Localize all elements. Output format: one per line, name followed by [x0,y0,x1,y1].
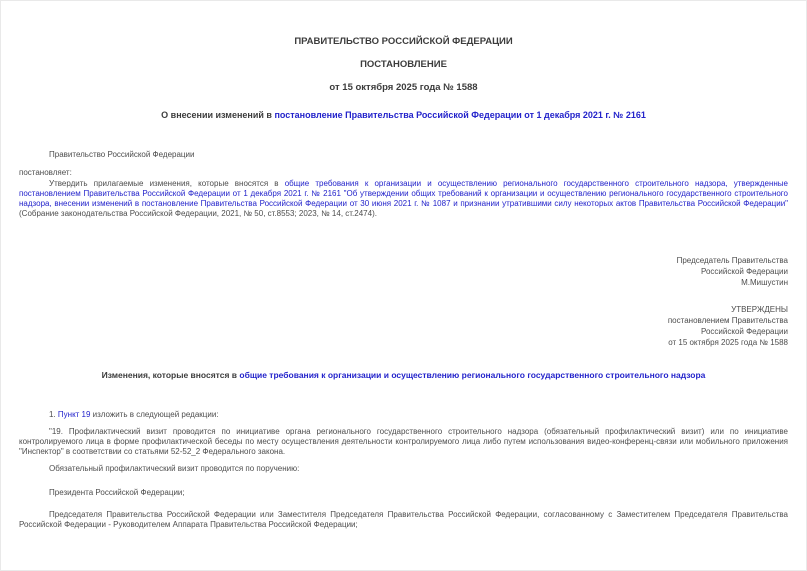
preamble-intro: Правительство Российской Федерации [49,150,195,159]
amendment-item-1 [19,410,788,420]
decree-text-prefix: Утвердить прилагаемые изменения, которые вносятся в [49,179,285,188]
approval-line3: Российской Федерации [701,327,788,336]
approval-line4: от 15 октября 2025 года № 1588 [668,338,788,347]
decree-text-suffix: (Собрание законодательства Российской Федерации, 2021, № 50, ст.8553; 2023, № 14, ст.2474). [19,209,377,218]
amendment-item-1-clause-link[interactable]: Пункт 19 [57,410,91,419]
government-org-name: ПРАВИТЕЛЬСТВО РОССИЙСКОЙ ФЕДЕРАЦИИ [294,36,513,47]
decree-paragraph [19,179,788,219]
signature-position-line1: Председатель Правительства [676,256,788,265]
document-title [19,110,788,120]
amendment-item-1-text: изложить в следующей редакции: [90,410,219,419]
preamble-resolves: постановляет: [19,168,72,177]
clause-19-paragraph: "19. Профилактический визит проводится по инициативе органа регионального государственного строительного надзора (обязательный профилактический визит) или по инициативе контролируемого лица в форме профилактической беседы по месту осуществления деятельности контролируемого лица либо путем использования видео-конференц-связи или мобильного приложения "Инспектор" в соответствии со статьями 52-52_2 Федерального закона. [19,427,788,456]
signature-position-line2: Российской Федерации [701,267,788,276]
document-title-prefix: О внесении изменений в [161,110,275,120]
amendments-heading-link[interactable]: общие требования к организации и осуществлению регионального государственного строительного надзора [239,370,706,380]
clause-19-president-paragraph: Президента Российской Федерации; [49,488,185,497]
signature-block [19,255,788,288]
approval-line1: УТВЕРЖДЕНЫ [731,305,788,314]
document-type: ПОСТАНОВЛЕНИЕ [360,59,447,70]
signature-name: М.Мишустин [741,278,788,287]
amendments-heading [19,370,788,380]
approval-line2: постановлением Правительства [667,316,788,325]
amendment-item-1-number: 1. [49,410,58,419]
amendments-heading-prefix: Изменения, которые вносятся в [101,370,240,380]
approval-block [19,304,788,348]
clause-19-chairman-paragraph: Председателя Правительства Российской Федерации или Заместителя Председателя Правительства Российской Федерации, согласованному с Заместителем Председателя Правительства Российской Федерации - Руководителем Аппарата Правительства Российской Федерации; [19,510,788,529]
decree-requirements-link[interactable]: общие требования к организации и осуществлению регионального государственного строительного надзора, утвержденные постановлением Правительства Российской Федерации от 1 декабря 2021 г. № 2161 "Об утверждении общих требований к организации и осуществлению регионального государственного строительного надзора, внесении изменений в постановление Правительства Российской Федерации от 30 июня 2021 г. № 1087 и признании утратившими силу некоторых актов Правительства Российской Федерации" [19,179,788,208]
clause-19-order-paragraph: Обязательный профилактический визит проводится по поручению: [49,464,300,473]
document-date-number: от 15 октября 2025 года № 1588 [329,82,478,93]
title-decree-link[interactable]: постановление Правительства Российской Федерации от 1 декабря 2021 г. № 2161 [274,110,646,120]
